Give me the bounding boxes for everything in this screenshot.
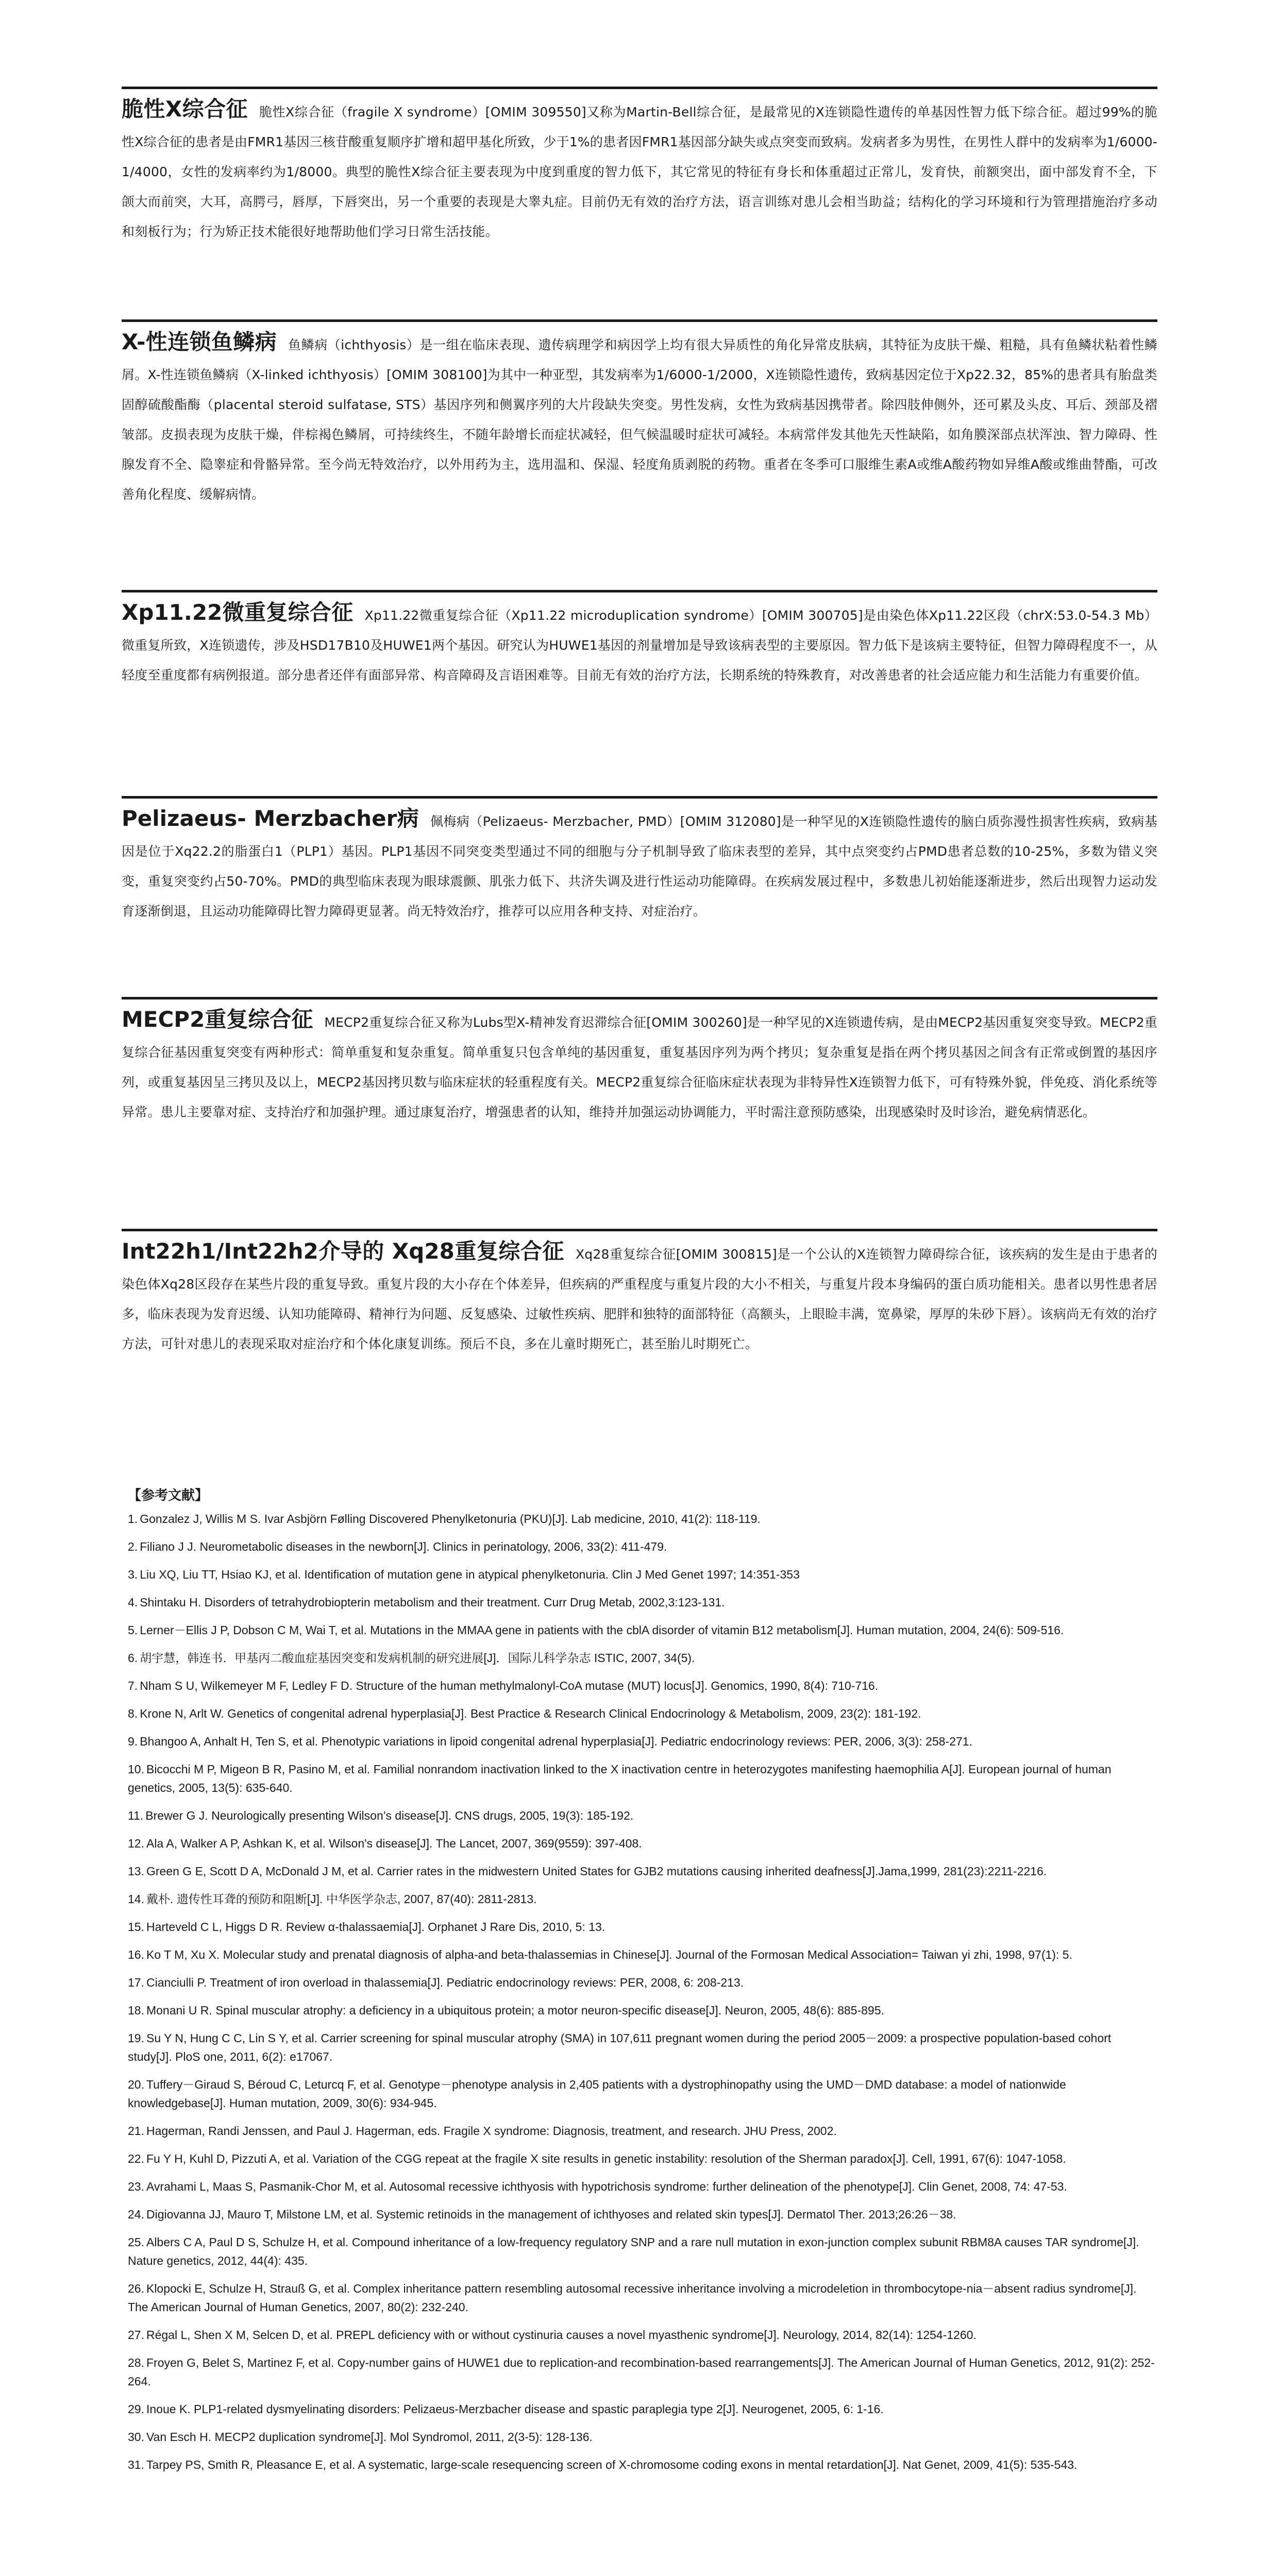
section-text: 佩梅病（Pelizaeus- Merzbacher, PMD）[OMIM 312080]是一种罕见的X连锁隐性遗传的脑白质弥漫性损害性疾病，致病基因是位于Xq22.2的脂蛋白1（PLP1）基因。PLP1基因不同突变类型通过不同的细胞与分子机制导致了临床表型的差异，其中点突变约占PMD患者总数的10-25%，多数为错义突变，重复突变约占50-70%。PMD的典型临床表现为眼球震颤、肌张力低下、共济失调及进行性运动功能障碍。在疾病发展过程中，多数患儿初始能逐渐进步，然后出现智力运动发育逐渐倒退，且运动功能障碍比智力障碍更显著。尚无特效治疗，推荐可以应用各种支持、对症治疗。 xyxy=(122,814,1157,919)
section-heading: MECP2重复综合征 xyxy=(122,1007,313,1032)
reference-number: 8. xyxy=(128,1707,138,1720)
reference-item xyxy=(122,2177,1157,2196)
section-text: Xq28重复综合征[OMIM 300815]是一个公认的X连锁智力障碍综合征，该疾病的发生是由于患者的染色体Xq28区段存在某些片段的重复导致。重复片段的大小存在个体差异，但疾病的严重程度与重复片段的大小不相关，与重复片段本身编码的蛋白质功能相关。患者以男性患者居多，临床表现为发育迟缓、认知功能障碍、精神行为问题、反复感染、过敏性疾病、肥胖和独特的面部特征（高额头，上眼睑丰满，宽鼻梁，厚厚的朱砂下唇）。该病尚无有效的治疗方法，可针对患儿的表现采取对症治疗和个体化康复训练。预后不良，多在儿童时期死亡，甚至胎儿时期死亡。 xyxy=(122,1247,1157,1351)
section-body xyxy=(122,327,1157,510)
reference-text: Cianciulli P. Treatment of iron overload in thalassemia[J]. Pediatric endocrinology reviews: PER, 2008, 6: 208-213. xyxy=(146,1976,744,1989)
section-xq28-duplication xyxy=(122,1229,1157,1359)
reference-item xyxy=(122,1565,1157,1584)
section-rule xyxy=(122,590,1157,592)
reference-item xyxy=(122,2353,1157,2391)
reference-number: 31. xyxy=(128,2458,144,2471)
reference-text: Hagerman, Randi Jenssen, and Paul J. Hagerman, eds. Fragile X syndrome: Diagnosis, treatment, and research. JHU Press, 2002. xyxy=(146,2124,837,2138)
reference-number: 10. xyxy=(128,1762,144,1776)
reference-item xyxy=(122,1945,1157,1964)
section-heading: Int22h1/Int22h2介导的 Xq28重复综合征 xyxy=(122,1239,564,1264)
reference-text: Fu Y H, Kuhl D, Pizzuti A, et al. Variation of the CGG repeat at the fragile X site results in genetic instability: resolution of the Sherman paradox[J]. Cell, 1991, 67(6): 1047-1058. xyxy=(146,2152,1066,2165)
section-heading: Xp11.22微重复综合征 xyxy=(122,600,354,625)
section-rule xyxy=(122,87,1157,89)
reference-item xyxy=(122,1918,1157,1936)
reference-number: 2. xyxy=(128,1540,138,1553)
reference-text: Klopocki E, Schulze H, Strauß G, et al. Complex inheritance pattern resembling autosomal recessive inheritance involving a microdeletion in thrombocytope-nia－absent radius syndrome[J]. The American Journal of Human Genetics, 2007, 80(2): 232-240. xyxy=(128,2282,1137,2314)
reference-item xyxy=(122,1510,1157,1528)
reference-item xyxy=(122,2001,1157,2020)
reference-number: 17. xyxy=(128,1976,144,1989)
section-body xyxy=(122,1236,1157,1359)
reference-text: Su Y N, Hung C C, Lin S Y, et al. Carrier screening for spinal muscular atrophy (SMA) in 107,611 pregnant women during the period 2005－2009: a prospective population-based cohort study[J]. PloS one, 2011, 6(2): e17067. xyxy=(128,2031,1112,2063)
reference-item xyxy=(122,1890,1157,1908)
section-pelizaeus-merzbacher xyxy=(122,796,1157,926)
reference-item xyxy=(122,1537,1157,1556)
reference-number: 9. xyxy=(128,1735,138,1748)
reference-text: Filiano J J. Neurometabolic diseases in the newborn[J]. Clinics in perinatology, 2006, 33(2): 411-479. xyxy=(140,1540,667,1553)
section-text: 鱼鳞病（ichthyosis）是一组在临床表现、遗传病理学和病因学上均有很大异质性的角化异常皮肤病，其特征为皮肤干燥、粗糙，具有鱼鳞状粘着性鳞屑。X-性连锁鱼鳞病（X-linked ichthyosis）[OMIM 308100]为其中一种亚型，其发病率为1/6000-1/2000，X连锁隐性遗传，致病基因定位于Xp22.32，85%的患者具有胎盘类固醇硫酸酯酶（placental steroid sulfatase, STS）基因序列和侧翼序列的大片段缺失突变。男性发病，女性为致病基因携带者。除四肢伸侧外，还可累及头皮、耳后、颈部及褶皱部。皮损表现为皮肤干燥，伴棕褐色鳞屑，可持续终生，不随年龄增长而症状减轻，但气候温暖时症状可减轻。本病常伴发其他先天性缺陷，如角膜深部点状浑浊、智力障碍、性腺发育不全、隐睾症和骨骼异常。至今尚无特效治疗，以外用药为主，选用温和、保湿、轻度角质剥脱的药物。重者在冬季可口服维生素A或维A酸药物如异维A酸或维曲替酯，可改善角化程度、缓解病情。 xyxy=(122,337,1157,502)
reference-number: 30. xyxy=(128,2430,144,2444)
reference-item xyxy=(122,1649,1157,1667)
reference-text: Bhangoo A, Anhalt H, Ten S, et al. Phenotypic variations in lipoid congenital adrenal hyperplasia[J]. Pediatric endocrinology reviews: PER, 2006, 3(3): 258-271. xyxy=(140,1735,972,1748)
reference-text: Harteveld C L, Higgs D R. Review α-thalassaemia[J]. Orphanet J Rare Dis, 2010, 5: 13. xyxy=(146,1920,606,1934)
reference-text: Brewer G J. Neurologically presenting Wilson’s disease[J]. CNS drugs, 2005, 19(3): 185-192. xyxy=(145,1809,634,1822)
reference-number: 24. xyxy=(128,2208,144,2221)
section-text: MECP2重复综合征又称为Lubs型X-精神发育迟滞综合征[OMIM 300260]是一种罕见的X连锁遗传病，是由MECP2基因重复突变导致。MECP2重复综合征基因重复突变有两种形式：简单重复和复杂重复。简单重复只包含单纯的基因重复，重复基因序列为两个拷贝；复杂重复是指在两个拷贝基因之间含有正常或倒置的基因序列，或重复基因呈三拷贝及以上，MECP2基因拷贝数与临床症状的轻重程度有关。MECP2重复综合征临床症状表现为非特异性X连锁智力低下，可有特殊外貌，伴免疫、消化系统等异常。患儿主要靠对症、支持治疗和加强护理。通过康复治疗，增强患者的认知，维持并加强运动协调能力，平时需注意预防感染，出现感染时及时诊治，避免病情恶化。 xyxy=(122,1015,1157,1120)
reference-item xyxy=(122,1593,1157,1612)
section-rule xyxy=(122,997,1157,999)
reference-text: Tarpey PS, Smith R, Pleasance E, et al. A systematic, large-scale resequencing screen of X-chromosome coding exons in mental retardation[J]. Nat Genet, 2009, 41(5): 535-543. xyxy=(146,2458,1078,2471)
section-heading: X-性连锁鱼鳞病 xyxy=(122,329,277,354)
reference-item xyxy=(122,1862,1157,1880)
references xyxy=(122,1482,1157,2483)
reference-text: Bicocchi M P, Migeon B R, Pasino M, et al. Familial nonrandom inactivation linked to the X inactivation centre in heterozygotes manifesting haemophilia A[J]. European journal of human genetics, 2005, 13(5): 635-640. xyxy=(128,1762,1112,1794)
reference-number: 7. xyxy=(128,1679,138,1692)
reference-number: 29. xyxy=(128,2402,144,2416)
reference-text: Van Esch H. MECP2 duplication syndrome[J]. Mol Syndromol, 2011, 2(3-5): 128-136. xyxy=(146,2430,593,2444)
reference-item xyxy=(122,2029,1157,2066)
section-body xyxy=(122,94,1157,247)
reference-number: 3. xyxy=(128,1568,138,1581)
reference-text: Avrahami L, Maas S, Pasmanik-Chor M, et al. Autosomal recessive ichthyosis with hypotrichosis syndrome: further delineation of the phenotype[J]. Clin Genet, 2008, 74: 47-53. xyxy=(146,2180,1067,2193)
reference-number: 16. xyxy=(128,1948,144,1961)
reference-text: Régal L, Shen X M, Selcen D, et al. PREPL deficiency with or without cystinuria causes a novel myasthenic syndrome[J]. Neurology, 2014, 82(14): 1254-1260. xyxy=(146,2328,977,2342)
reference-number: 23. xyxy=(128,2180,144,2193)
reference-text: Gonzalez J, Willis M S. Ivar Asbjörn Følling Discovered Phenylketonuria (PKU)[J]. Lab medicine, 2010, 41(2): 118-119. xyxy=(140,1512,761,1526)
reference-number: 26. xyxy=(128,2282,144,2295)
section-heading: Pelizaeus- Merzbacher病 xyxy=(122,806,419,831)
reference-text: 戴朴. 遗传性耳聋的预防和阻断[J]. 中华医学杂志, 2007, 87(40): 2811-2813. xyxy=(146,1892,537,1906)
reference-text: Green G E, Scott D A, McDonald J M, et al. Carrier rates in the midwestern United States for GJB2 mutations causing inherited deafness[J].Jama,1999, 281(23):2211-2216. xyxy=(146,1865,1047,1878)
section-body xyxy=(122,1005,1157,1127)
reference-text: Liu XQ, Liu TT, Hsiao KJ, et al. Identification of mutation gene in atypical phenylketonuria. Clin J Med Genet 1997; 14:351-353 xyxy=(140,1568,800,1581)
section-mecp2-duplication xyxy=(122,997,1157,1127)
reference-text: Inoue K. PLP1-related dysmyelinating disorders: Pelizaeus-Merzbacher disease and spastic paraplegia type 2[J]. Neurogenet, 2005, 6: 1-16. xyxy=(146,2402,884,2416)
references-title: 【参考文献】 xyxy=(128,1488,209,1503)
reference-item xyxy=(122,1732,1157,1751)
section-xp11-22-microduplication xyxy=(122,590,1157,690)
reference-item xyxy=(122,2149,1157,2168)
section-rule xyxy=(122,319,1157,322)
reference-text: Froyen G, Belet S, Martinez F, et al. Copy-number gains of HUWE1 due to replication-and recombination-based rearrangements[J]. The American Journal of Human Genetics, 2012, 91(2): 252-264. xyxy=(128,2356,1155,2388)
reference-number: 12. xyxy=(128,1837,144,1850)
reference-item xyxy=(122,1676,1157,1695)
reference-number: 22. xyxy=(128,2152,144,2165)
reference-item xyxy=(122,2279,1157,2316)
section-text: Xp11.22微重复综合征（Xp11.22 microduplication syndrome）[OMIM 300705]是由染色体Xp11.22区段（chrX:53.0-54.3 Mb）微重复所致，X连锁遗传，涉及HSD17B10及HUWE1两个基因。研究认为HUWE1基因的剂量增加是导致该病表型的主要原因。智力低下是该病主要特征，但智力障碍程度不一，从轻度至重度都有病例报道。部分患者还伴有面部异常、构音障碍及言语困难等。目前无有效的治疗方法，长期系统的特殊教育，对改善患者的社会适应能力和生活能力有重要价值。 xyxy=(122,608,1157,683)
reference-item xyxy=(122,2075,1157,2112)
reference-item xyxy=(122,2400,1157,2418)
reference-item xyxy=(122,1760,1157,1797)
section-fragile-x xyxy=(122,87,1157,247)
reference-number: 15. xyxy=(128,1920,144,1934)
reference-number: 14. xyxy=(128,1892,144,1906)
reference-text: 胡宇慧，韩连书．甲基丙二酸血症基因突变和发病机制的研究进展[J]．国际儿科学杂志 ISTIC, 2007, 34(5). xyxy=(140,1651,695,1665)
reference-number: 4. xyxy=(128,1596,138,1609)
reference-item xyxy=(122,2122,1157,2140)
reference-text: Ko T M, Xu X. Molecular study and prenatal diagnosis of alpha-and beta-thalassemias in Chinese[J]. Journal of the Formosan Medical Association= Taiwan yi zhi, 1998, 97(1): 5. xyxy=(146,1948,1072,1961)
section-rule xyxy=(122,796,1157,799)
reference-item xyxy=(122,2205,1157,2224)
section-x-linked-ichthyosis xyxy=(122,319,1157,510)
reference-text: Krone N, Arlt W. Genetics of congenital adrenal hyperplasia[J]. Best Practice & Research Clinical Endocrinology & Metabolism, 2009, 23(2): 181-192. xyxy=(140,1707,921,1720)
reference-number: 28. xyxy=(128,2356,144,2369)
reference-item xyxy=(122,1973,1157,1992)
reference-text: Nham S U, Wilkemeyer M F, Ledley F D. Structure of the human methylmalonyl-CoA mutase (MUT) locus[J]. Genomics, 1990, 8(4): 710-716. xyxy=(140,1679,879,1692)
reference-text: Albers C A, Paul D S, Schulze H, et al. Compound inheritance of a low-frequency regulatory SNP and a rare null mutation in exon-junction complex subunit RBM8A causes TAR syndrome[J]. Nature genetics, 2012, 44(4): 435. xyxy=(128,2235,1139,2267)
reference-item xyxy=(122,2233,1157,2270)
section-text: 脆性X综合征（fragile X syndrome）[OMIM 309550]又称为Martin-Bell综合征，是最常见的X连锁隐性遗传的单基因性智力低下综合征。超过99%的脆性X综合征的患者是由FMR1基因三核苷酸重复顺序扩增和超甲基化所致，少于1%的患者因FMR1基因部分缺失或点突变而致病。发病者多为男性，在男性人群中的发病率为1/6000-1/4000，女性的发病率约为1/8000。典型的脆性X综合征主要表现为中度到重度的智力低下，其它常见的特征有身长和体重超过正常儿，发育快，前额突出，面中部发育不全，下颌大而前突，大耳，高腭弓，唇厚，下唇突出，另一个重要的表现是大睾丸症。目前仍无有效的治疗方法，语言训练对患儿会相当助益；结构化的学习环境和行为管理措施治疗多动和刻板行为；行为矫正技术能很好地帮助他们学习日常生活技能。 xyxy=(122,105,1157,239)
reference-number: 6. xyxy=(128,1651,138,1665)
section-body xyxy=(122,804,1157,926)
reference-number: 13. xyxy=(128,1865,144,1878)
reference-number: 5. xyxy=(128,1623,138,1637)
reference-number: 21. xyxy=(128,2124,144,2138)
reference-number: 20. xyxy=(128,2078,144,2091)
reference-item xyxy=(122,1704,1157,1723)
reference-number: 1. xyxy=(128,1512,138,1526)
reference-number: 25. xyxy=(128,2235,144,2249)
reference-text: Monani U R. Spinal muscular atrophy: a deficiency in a ubiquitous protein; a motor neuron-specific disease[J]. Neuron, 2005, 48(6): 885-895. xyxy=(146,2004,884,2017)
section-rule xyxy=(122,1229,1157,1231)
reference-number: 11. xyxy=(128,1809,144,1822)
reference-text: Lerner－Ellis J P, Dobson C M, Wai T, et al. Mutations in the MMAA gene in patients with the cblA disorder of vitamin B12 metabolism[J]. Human mutation, 2004, 24(6): 509-516. xyxy=(140,1623,1064,1637)
reference-item xyxy=(122,1621,1157,1639)
reference-number: 27. xyxy=(128,2328,144,2342)
references-list xyxy=(122,1510,1157,2474)
reference-item xyxy=(122,2428,1157,2446)
reference-number: 19. xyxy=(128,2031,144,2045)
reference-item xyxy=(122,2326,1157,2344)
reference-item xyxy=(122,2455,1157,2474)
section-heading: 脆性X综合征 xyxy=(122,96,248,122)
reference-item xyxy=(122,1806,1157,1825)
reference-item xyxy=(122,1834,1157,1853)
reference-text: Ala A, Walker A P, Ashkan K, et al. Wilson's disease[J]. The Lancet, 2007, 369(9559): 397-408. xyxy=(146,1837,642,1850)
reference-text: Digiovanna JJ, Mauro T, Milstone LM, et al. Systemic retinoids in the management of ichthyoses and related skin types[J]. Dermatol Ther. 2013;26:26－38. xyxy=(146,2208,956,2221)
reference-text: Shintaku H. Disorders of tetrahydrobiopterin metabolism and their treatment. Curr Drug Metab, 2002,3:123-131. xyxy=(140,1596,725,1609)
reference-text: Tuffery－Giraud S, Béroud C, Leturcq F, et al. Genotype－phenotype analysis in 2,405 patients with a dystrophinopathy using the UMD－DMD database: a model of nationwide knowledgebase[J]. Human mutation, 2009, 30(6): 934-945. xyxy=(128,2078,1066,2110)
section-body xyxy=(122,598,1157,690)
reference-number: 18. xyxy=(128,2004,144,2017)
